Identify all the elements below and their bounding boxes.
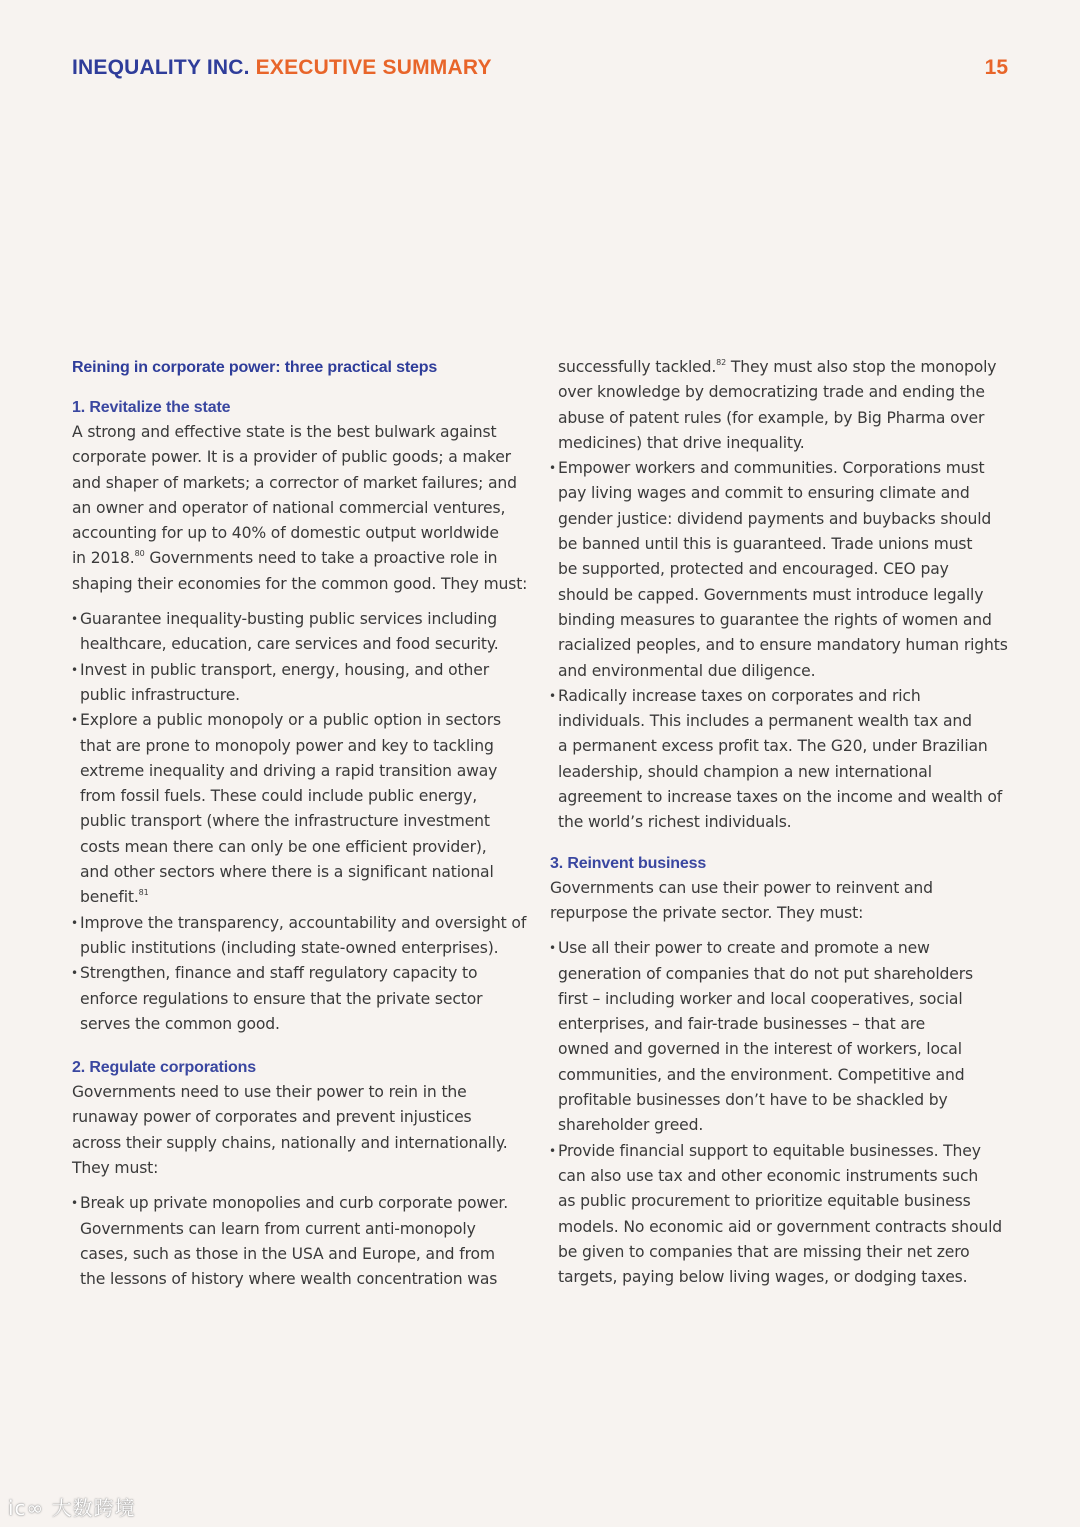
text-line: enterprises, and fair-trade businesses – that are [558, 1015, 926, 1034]
section2-bullet1-continued [550, 355, 1020, 456]
text-line: public infrastructure. [80, 685, 240, 704]
text: benefit. [80, 888, 139, 907]
header-section: EXECUTIVE SUMMARY [255, 56, 492, 79]
text-line: should be capped. Governments must introduce legally [558, 585, 984, 604]
text-line: profitable businesses don’t have to be shackled by [558, 1091, 948, 1110]
text-line: racialized peoples, and to ensure mandatory human rights [558, 636, 1008, 655]
text-line: individuals. This includes a permanent wealth tax and [558, 712, 972, 731]
text-line: as public procurement to prioritize equitable business [558, 1192, 971, 1211]
text-line [558, 355, 1020, 380]
text-line: corporate power. It is a provider of public goods; a maker [72, 448, 511, 467]
text-line: first – including worker and local cooperatives, social [558, 989, 963, 1008]
text-line: extreme inequality and driving a rapid transition away [80, 761, 498, 780]
text-line: enforce regulations to ensure that the private sector [80, 989, 483, 1008]
text-line: the world’s richest individuals. [558, 813, 792, 832]
text-line: repurpose the private sector. They must: [550, 903, 864, 922]
header-brand: INEQUALITY INC. [72, 56, 250, 79]
left-column [72, 355, 542, 1293]
text-line: serves the common good. [80, 1014, 280, 1033]
text-line: that are prone to monopoly power and key to tackling [80, 736, 494, 755]
text-line: the lessons of history where wealth concentration was [80, 1270, 498, 1289]
text-line: leadership, should champion a new international [558, 762, 932, 781]
text-line: over knowledge by democratizing trade and ending the [558, 383, 985, 402]
section3-bullet-list [550, 936, 1020, 1290]
text-line: generation of companies that do not put shareholders [558, 964, 973, 983]
section2-intro [72, 1080, 542, 1181]
text-line: and shaper of markets; a corrector of market failures; and [72, 473, 517, 492]
text-line: • Invest in public transport, energy, housing, and other [80, 660, 489, 679]
list-item [72, 911, 542, 962]
section-heading-revitalize-state: 1. Revitalize the state [72, 399, 231, 416]
text: successfully tackled. [558, 358, 717, 376]
watermark-logo-icon: ic∞ [8, 1496, 45, 1520]
text-line: • Empower workers and communities. Corporations must [558, 459, 985, 478]
right-column [550, 355, 1020, 1308]
text-line: a permanent excess profit tax. The G20, under Brazilian [558, 737, 988, 756]
text-line: They must: [72, 1159, 159, 1178]
section1-intro [72, 420, 542, 597]
section2-bullet-list-start [72, 1191, 542, 1292]
text-line: across their supply chains, nationally and internationally. [72, 1133, 508, 1152]
text-line: be supported, protected and encouraged. CEO pay [558, 560, 949, 579]
text-line [72, 546, 542, 571]
text-line: public institutions (including state-owned enterprises). [80, 938, 499, 957]
text-line: public transport (where the infrastructure investment [80, 812, 490, 831]
text-line: be banned until this is guaranteed. Trade unions must [558, 535, 973, 554]
list-item [550, 684, 1020, 836]
text-line: accounting for up to 40% of domestic output worldwide [72, 524, 499, 543]
text-line: models. No economic aid or government contracts should [558, 1217, 1003, 1236]
watermark [8, 1492, 136, 1521]
footnote-ref-80[interactable]: 80 [134, 549, 145, 559]
text: in 2018. [72, 549, 135, 568]
footnote-ref-82[interactable]: 82 [716, 358, 727, 367]
text-line: • Improve the transparency, accountability and oversight of [80, 913, 527, 932]
list-item [550, 456, 1020, 684]
text-line: medicines) that drive inequality. [558, 433, 805, 452]
list-item [72, 658, 542, 709]
text-line: owned and governed in the interest of workers, local [558, 1040, 962, 1059]
list-item [72, 607, 542, 658]
running-header [72, 56, 492, 80]
text-line: Governments need to use their power to rein in the [72, 1083, 467, 1102]
text-line: and other sectors where there is a significant national [80, 863, 494, 882]
list-item [72, 708, 542, 910]
list-item [72, 1191, 542, 1292]
text-line: gender justice: dividend payments and buybacks should [558, 509, 992, 528]
text-line: binding measures to guarantee the rights of women and [558, 610, 992, 629]
list-item [550, 1139, 1020, 1291]
text-line: and environmental due diligence. [558, 661, 816, 680]
text-line: from fossil fuels. These could include public energy, [80, 787, 478, 806]
text-line: • Guarantee inequality-busting public services including [80, 610, 497, 629]
text-line: • Break up private monopolies and curb corporate power. [80, 1194, 509, 1213]
footnote-ref-81[interactable]: 81 [138, 888, 149, 898]
box-title: Reining in corporate power: three practical steps [72, 359, 438, 376]
text-line: healthcare, education, care services and food security. [80, 635, 499, 654]
text-line: pay living wages and commit to ensuring climate and [558, 484, 970, 503]
text-line: shareholder greed. [558, 1116, 704, 1135]
text-line: • Radically increase taxes on corporates and rich [558, 686, 921, 705]
text-line: cases, such as those in the USA and Europe, and from [80, 1244, 495, 1263]
text-line: agreement to increase taxes on the income and wealth of [558, 788, 1003, 807]
text: Governments need to take a proactive role in [144, 549, 498, 568]
text-line: an owner and operator of national commercial ventures, [72, 498, 506, 517]
text-line: Governments can use their power to reinvent and [550, 878, 933, 897]
section-heading-reinvent-business: 3. Reinvent business [550, 854, 707, 872]
text-line: communities, and the environment. Competitive and [558, 1065, 965, 1084]
text-line: Governments can learn from current anti-monopoly [80, 1219, 476, 1238]
text-line: shaping their economies for the common good. They must: [72, 574, 528, 593]
section1-bullet-list [72, 607, 542, 1037]
section2-bullet-list [550, 456, 1020, 835]
text-line: A strong and effective state is the best bulwark against [72, 423, 497, 441]
page-number: 15 [984, 56, 1008, 79]
section-heading-regulate-corporations: 2. Regulate corporations [72, 1059, 256, 1077]
text-line: costs mean there can only be one efficient provider), [80, 837, 487, 856]
section3-intro [550, 876, 1020, 927]
text-line [80, 885, 542, 910]
text-line: abuse of patent rules (for example, by Big Pharma over [558, 408, 985, 427]
watermark-text: 大数跨境 [51, 1496, 136, 1520]
list-item [72, 961, 542, 1037]
list-item [550, 936, 1020, 1138]
text-line: runaway power of corporates and prevent injustices [72, 1108, 472, 1127]
text-line: • Use all their power to create and promote a new [558, 939, 930, 958]
text-line: • Explore a public monopoly or a public option in sectors [80, 711, 501, 730]
text-line: targets, paying below living wages, or dodging taxes. [558, 1268, 968, 1287]
text-line: • Strengthen, finance and staff regulatory capacity to [80, 964, 478, 983]
text: They must also stop the monopoly [726, 358, 997, 376]
text-line: can also use tax and other economic instruments such [558, 1166, 979, 1185]
text-line: • Provide financial support to equitable businesses. They [558, 1141, 981, 1160]
text-line: be given to companies that are missing their net zero [558, 1242, 970, 1261]
